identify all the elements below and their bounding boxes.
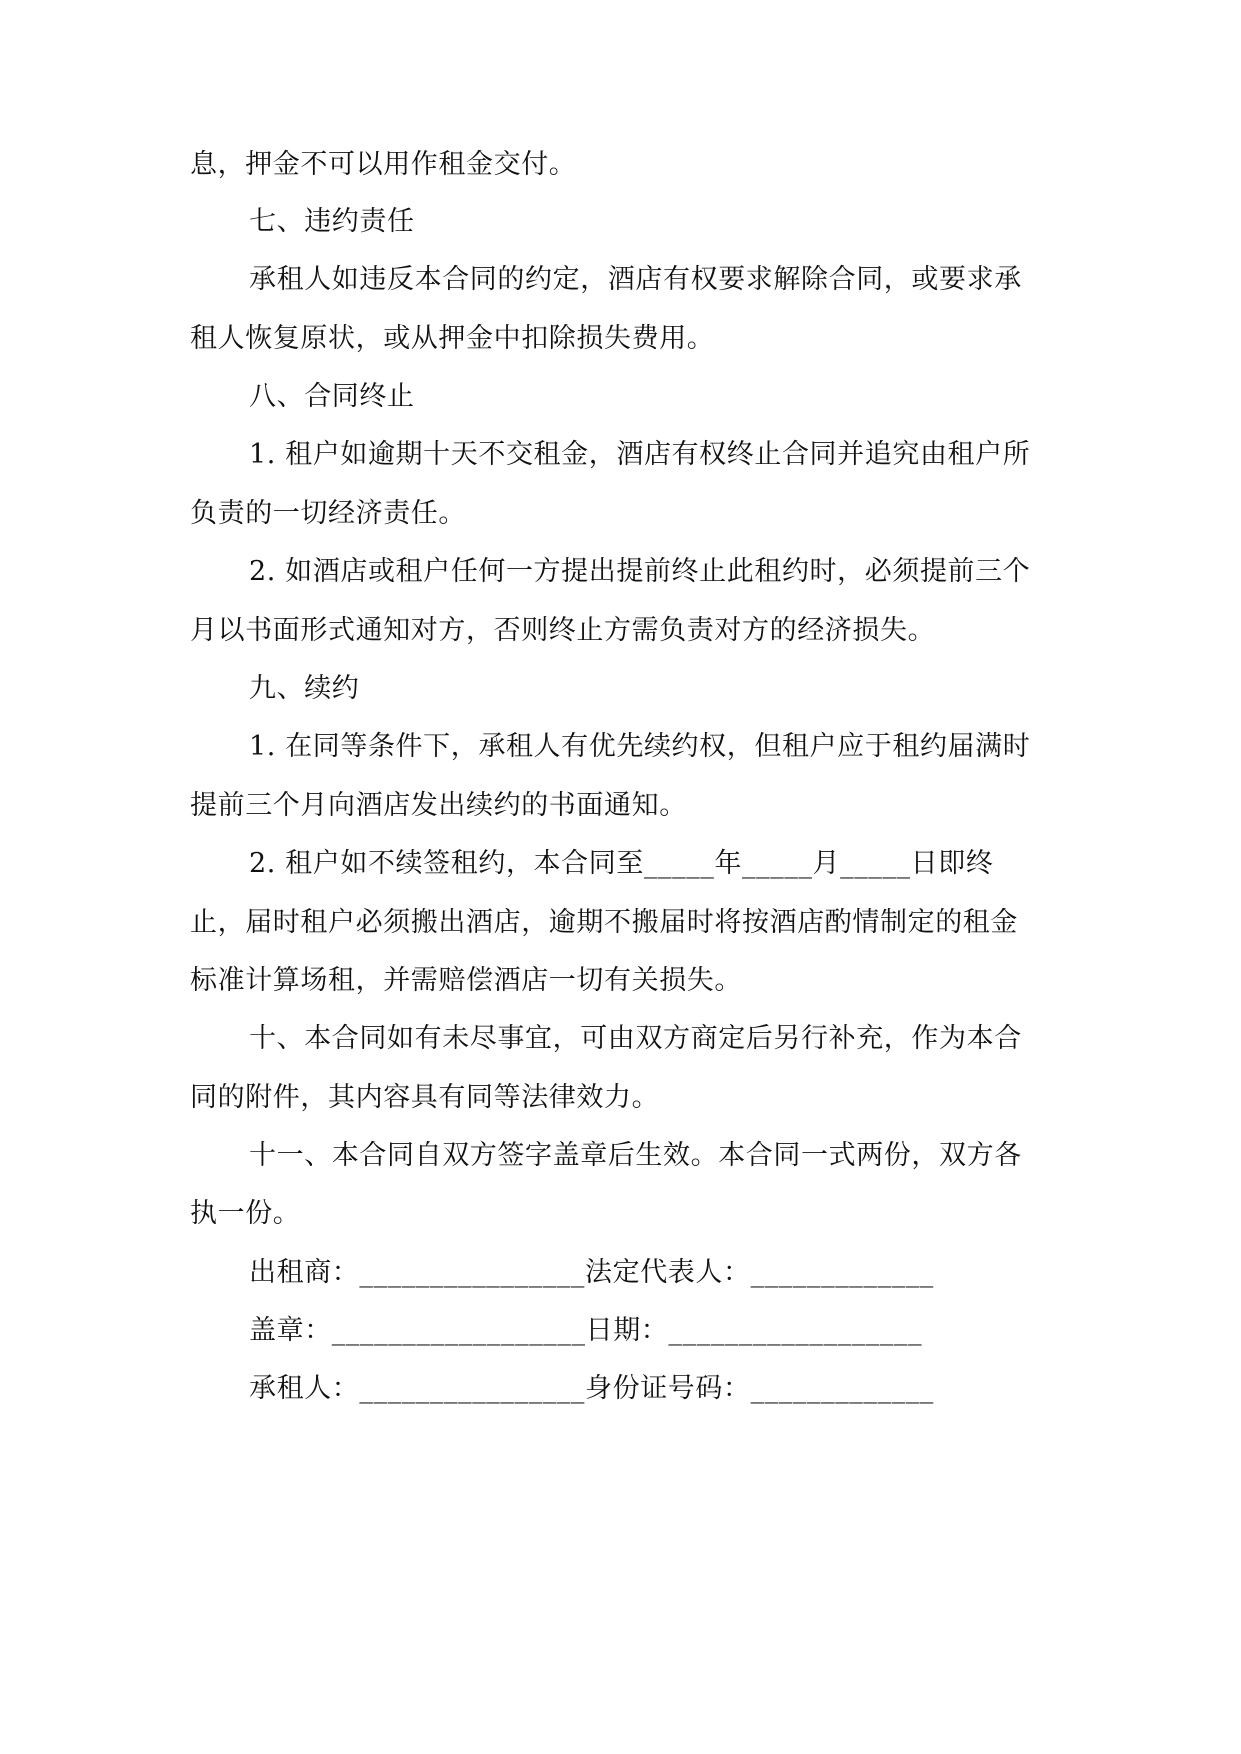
text-line: 同的附件，其内容具有同等法律效力。 — [190, 1082, 660, 1113]
text-line: 提前三个月向酒店发出续约的书面通知。 — [190, 790, 687, 821]
text-line: 十一、本合同自双方签字盖章后生效。本合同一式两份，双方各 — [249, 1140, 1022, 1171]
text-line: 负责的一切经济责任。 — [190, 498, 466, 529]
text-line: 承租人如违反本合同的约定，酒店有权要求解除合同，或要求承 — [249, 264, 1022, 295]
text-line: 2. 如酒店或租户任何一方提出提前终止此租约时，必须提前三个 — [249, 556, 1031, 587]
section-heading: 九、续约 — [249, 673, 360, 704]
text-line: 息，押金不可以用作租金交付。 — [190, 149, 577, 180]
section-heading: 八、合同终止 — [249, 381, 415, 412]
text-line: 标准计算场租，并需赔偿酒店一切有关损失。 — [190, 965, 742, 996]
text-line: 1. 在同等条件下，承租人有优先续约权，但租户应于租约届满时 — [249, 731, 1031, 762]
signature-line: 承租人：________________身份证号码：_____________ — [249, 1373, 934, 1404]
text-line: 止，届时租户必须搬出酒店，逾期不搬届时将按酒店酌情制定的租金 — [190, 907, 1018, 938]
text-line: 租人恢复原状，或从押金中扣除损失费用。 — [190, 323, 715, 354]
signature-line: 盖章：__________________日期：__________________ — [249, 1315, 923, 1346]
section-heading: 七、违约责任 — [249, 206, 415, 237]
text-line: 1. 租户如逾期十天不交租金，酒店有权终止合同并追究由租户所 — [249, 439, 1031, 470]
text-line: 执一份。 — [190, 1198, 301, 1229]
text-line: 月以书面形式通知对方，否则终止方需负责对方的经济损失。 — [190, 615, 936, 646]
text-line: 2. 租户如不续签租约，本合同至_____年_____月_____日即终 — [249, 848, 994, 879]
signature-line: 出租商：________________法定代表人：_____________ — [249, 1257, 934, 1288]
text-line: 十、本合同如有未尽事宜，可由双方商定后另行补充，作为本合 — [249, 1023, 1022, 1054]
